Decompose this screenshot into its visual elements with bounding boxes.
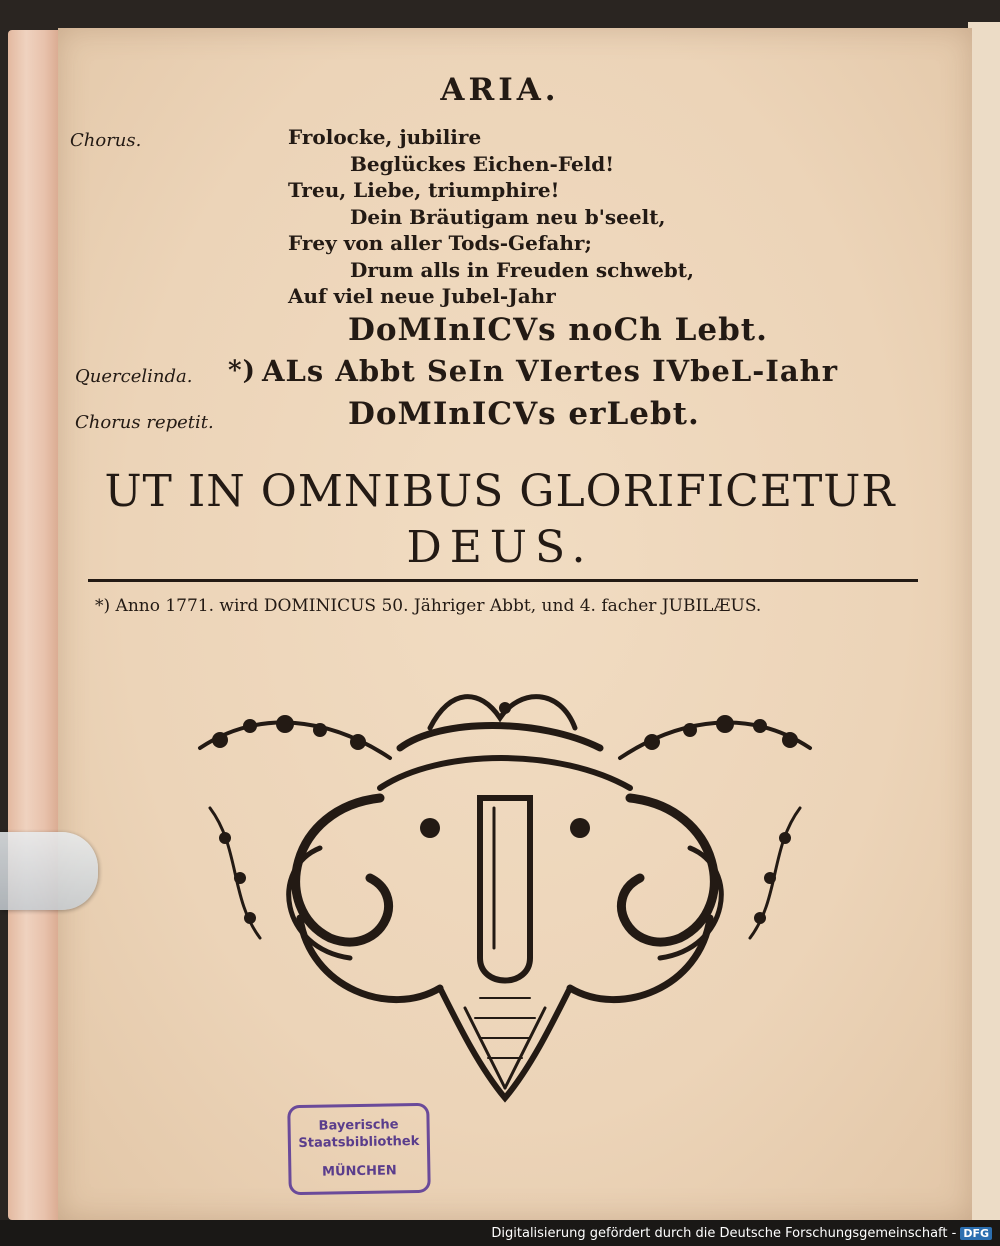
page-stack-edge bbox=[8, 30, 60, 1220]
verse-line: Frey von aller Tods-Gefahr; bbox=[288, 231, 592, 255]
stamp-line: Staatsbibliothek bbox=[298, 1133, 420, 1152]
footnote-text: *) Anno 1771. wird DOMINICUS 50. Jähriger Abbt, und 4. facher JUBILÆUS. bbox=[95, 596, 762, 616]
motto-line-1: UT IN OMNIBUS GLORIFICETUR bbox=[104, 466, 896, 517]
verse-line: Frolocke, jubilire bbox=[288, 125, 482, 149]
page-clip bbox=[0, 832, 98, 910]
back-page-edge bbox=[968, 22, 1000, 1220]
verse-line: Dein Bräutigam neu b'seelt, bbox=[350, 204, 666, 229]
verse-line: Beglückes Eichen-Feld! bbox=[350, 151, 615, 176]
stamp-line: Bayerische bbox=[318, 1117, 399, 1134]
divider-rule bbox=[88, 579, 918, 582]
verse-line: Auf viel neue Jubel-Jahr bbox=[288, 284, 556, 308]
verse-block bbox=[288, 124, 694, 310]
label-chorus: Chorus. bbox=[70, 130, 142, 151]
motto-line-2: DEUS. bbox=[406, 522, 594, 573]
verse-line: Drum alls in Freuden schwebt, bbox=[350, 257, 694, 282]
verse-line: Treu, Liebe, triumphire! bbox=[288, 178, 560, 202]
label-chorus-repetit: Chorus repetit. bbox=[75, 412, 214, 433]
chronogram-line-3: DoMInICVs erLebt. bbox=[348, 396, 700, 432]
chronogram-line-2: ALs Abbt SeIn VIertes IVbeL-Iahr bbox=[262, 354, 839, 388]
stamp-line: MÜNCHEN bbox=[321, 1163, 397, 1180]
credit-text: Digitalisierung gefördert durch die Deutsche Forschungsgemeinschaft - bbox=[491, 1226, 957, 1241]
aria-heading: ARIA. bbox=[440, 72, 560, 108]
dfg-logo: DFG bbox=[960, 1227, 992, 1240]
digitization-credit bbox=[491, 1226, 992, 1241]
label-quercelinda: Quercelinda. bbox=[75, 366, 193, 387]
footnote-marker: *) bbox=[228, 356, 256, 386]
chronogram-line-1: DoMInICVs noCh Lebt. bbox=[348, 312, 768, 348]
rococo-ornament-image bbox=[180, 688, 830, 1128]
library-stamp bbox=[287, 1103, 431, 1195]
